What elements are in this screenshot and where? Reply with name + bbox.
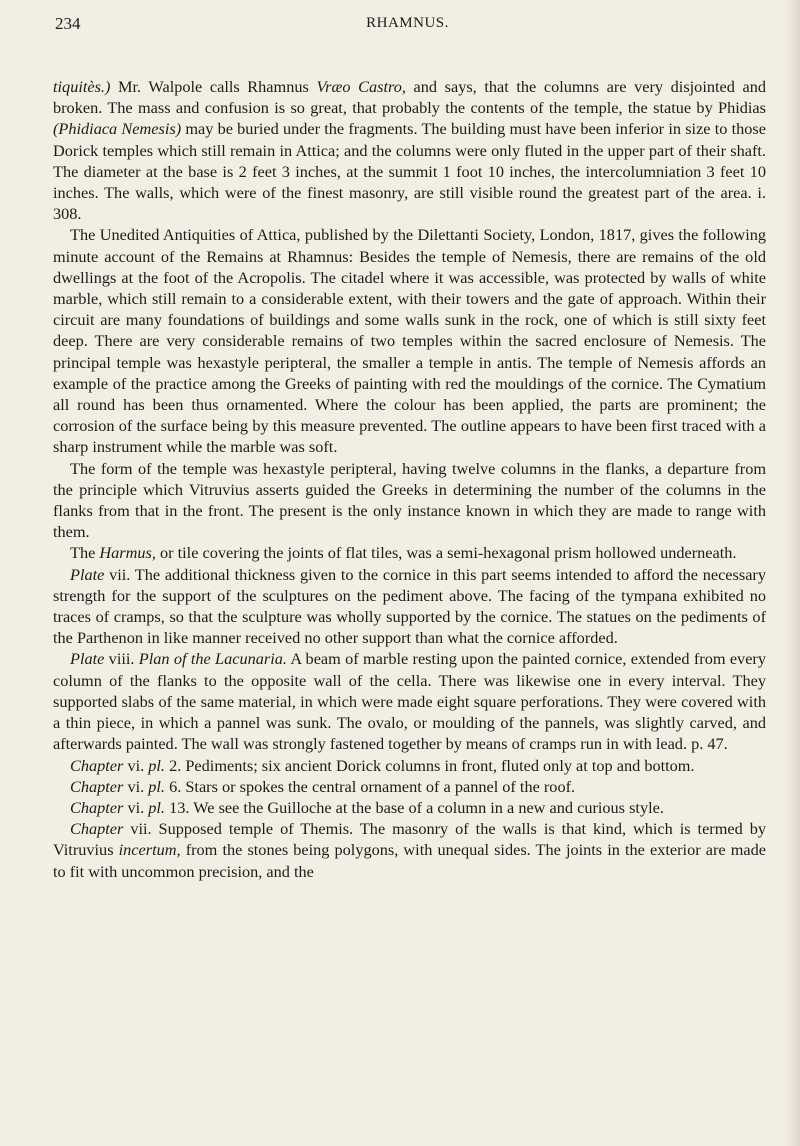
paragraph (53, 224, 766, 457)
text-run: vii. Supposed temple of Themis. The masonry of the walls is that kind, which is termed by Vitruvius (53, 819, 766, 860)
text-run: The Unedited Antiquities of Attica, published by the Dilettanti Society, London, 1817, gives the following minute account of the Remains at Rhamnus: Besides the temple of Nemesis, there are remains of the old dwellings at the foot of the Acropolis. The citadel where it was accessible, was protected by walls of white marble, which still remain to a considerable extent, with their towers and the gate of approach. Within their circuit are many foundations of buildings and some walls sunk in the rock, one of which is still sixty feet deep. There are very considerable remains of two temples within the sacred enclosure of Nemesis. The principal temple was hexastyle peripteral, the smaller a temple in antis. The temple of Nemesis affords an example of the practice among the Greeks of painting with red the mouldings of the cornice. The Cymatium all round has been thus ornamented. Where the colour has been applied, the parts are prominent; the corrosion of the surface being by this measure prevented. The outline appears to have been first traced with a sharp instrument while the marble was soft. (53, 225, 766, 457)
paragraph (53, 818, 766, 882)
italic-run: Plate (70, 564, 105, 584)
text-run: from the stones being polygons, with unequal sides. The joints in the exterior are made to fit with uncommon precision, and the (53, 840, 766, 881)
paragraph (53, 755, 766, 776)
italic-run: pl. (148, 776, 166, 796)
italic-run: (Phidiaca Nemesis) (53, 119, 182, 139)
page-number: 234 (55, 14, 81, 33)
text-run: 2. Pediments; six ancient Dorick columns in front, fluted only at top and bottom. (165, 755, 695, 775)
italic-run: Vræo Castro, (316, 77, 406, 96)
text-run: Mr. Walpole calls Rhamnus (110, 77, 317, 96)
paragraph (53, 76, 766, 224)
text-run: 13. We see the Guilloche at the base of a column in a new and curious style. (165, 797, 664, 817)
italic-run: Plan of the Lacunaria. (138, 649, 287, 669)
text-run: 6. Stars or spokes the central ornament of a pannel of the roof. (165, 776, 576, 796)
paragraph (53, 458, 766, 543)
text-run: vii. The additional thickness given to the cornice in this part seems intended to afford the necessary strength for the support of the sculptures on the pediment above. The facing of the tympana exhibited no traces of cramps, so that the sculpture was wholly supported by the cornice. The statues on the pediments of the Parthenon in like manner received no other support than what the cornice afforded. (53, 564, 766, 648)
text-run: may be buried under the fragments. The building must have been inferior in size to those Dorick temples which still remain in Attica; and the columns were only fluted in the upper part of their shaft. The diameter at the base is 2 feet 3 inches, at the summit 1 foot 10 inches, the intercolumniation 3 feet 10 inches. The walls, which were of the finest masonry, are still visible round the greatest part of the area. i. 308. (53, 119, 766, 224)
paragraph (53, 564, 766, 649)
italic-run: Chapter (70, 819, 124, 839)
text-run: or tile covering the joints of flat tiles, was a semi-hexagonal prism hollowed underneath. (155, 543, 737, 563)
text-run: viii. (104, 649, 139, 669)
text-run: A beam of marble resting upon the painted cornice, extended from every column of the flanks to the opposite wall of the cella. There was likewise one in every interval. They supported slabs of the same material, in which were made eight square perforations. They were covered with a thin piece, in which a pannel was sunk. The ovalo, or moulding of the pannels, was slightly carved, and afterwards painted. The wall was strongly fastened together by means of cramps run in with lead. p. 47. (53, 649, 766, 754)
italic-run: pl. (148, 797, 166, 817)
paragraph (53, 776, 766, 797)
text-run: The (70, 543, 100, 563)
italic-run: Chapter (70, 755, 124, 775)
text-run: vi. (123, 776, 149, 796)
text-run: and says, that the columns are very disjointed and broken. The mass and confusion is so great, that probably the contents of the temple, the statue by Phidias (53, 77, 766, 118)
text-run: The form of the temple was hexastyle peripteral, having twelve columns in the flanks, a departure from the principle which Vitruvius asserts guided the Greeks in determining the number of the columns in the flanks from that in the front. The present is the only instance known in which they are made to range with them. (53, 458, 766, 542)
body-text (53, 76, 766, 882)
running-head: RHAMNUS. (366, 15, 449, 31)
italic-run: Plate (70, 649, 105, 669)
italic-run: Chapter (70, 797, 124, 817)
italic-run: Harmus, (99, 543, 156, 563)
page-edge-shadow (786, 0, 800, 1146)
italic-run: tiquitès.) (53, 77, 111, 96)
paragraph (53, 648, 766, 754)
paragraph (53, 797, 766, 818)
italic-run: incertum, (118, 840, 181, 860)
text-run: vi. (123, 797, 149, 817)
text-run: vi. (123, 755, 149, 775)
italic-run: pl. (148, 755, 166, 775)
page-header (55, 14, 760, 38)
paragraph (53, 542, 766, 563)
italic-run: Chapter (70, 776, 124, 796)
